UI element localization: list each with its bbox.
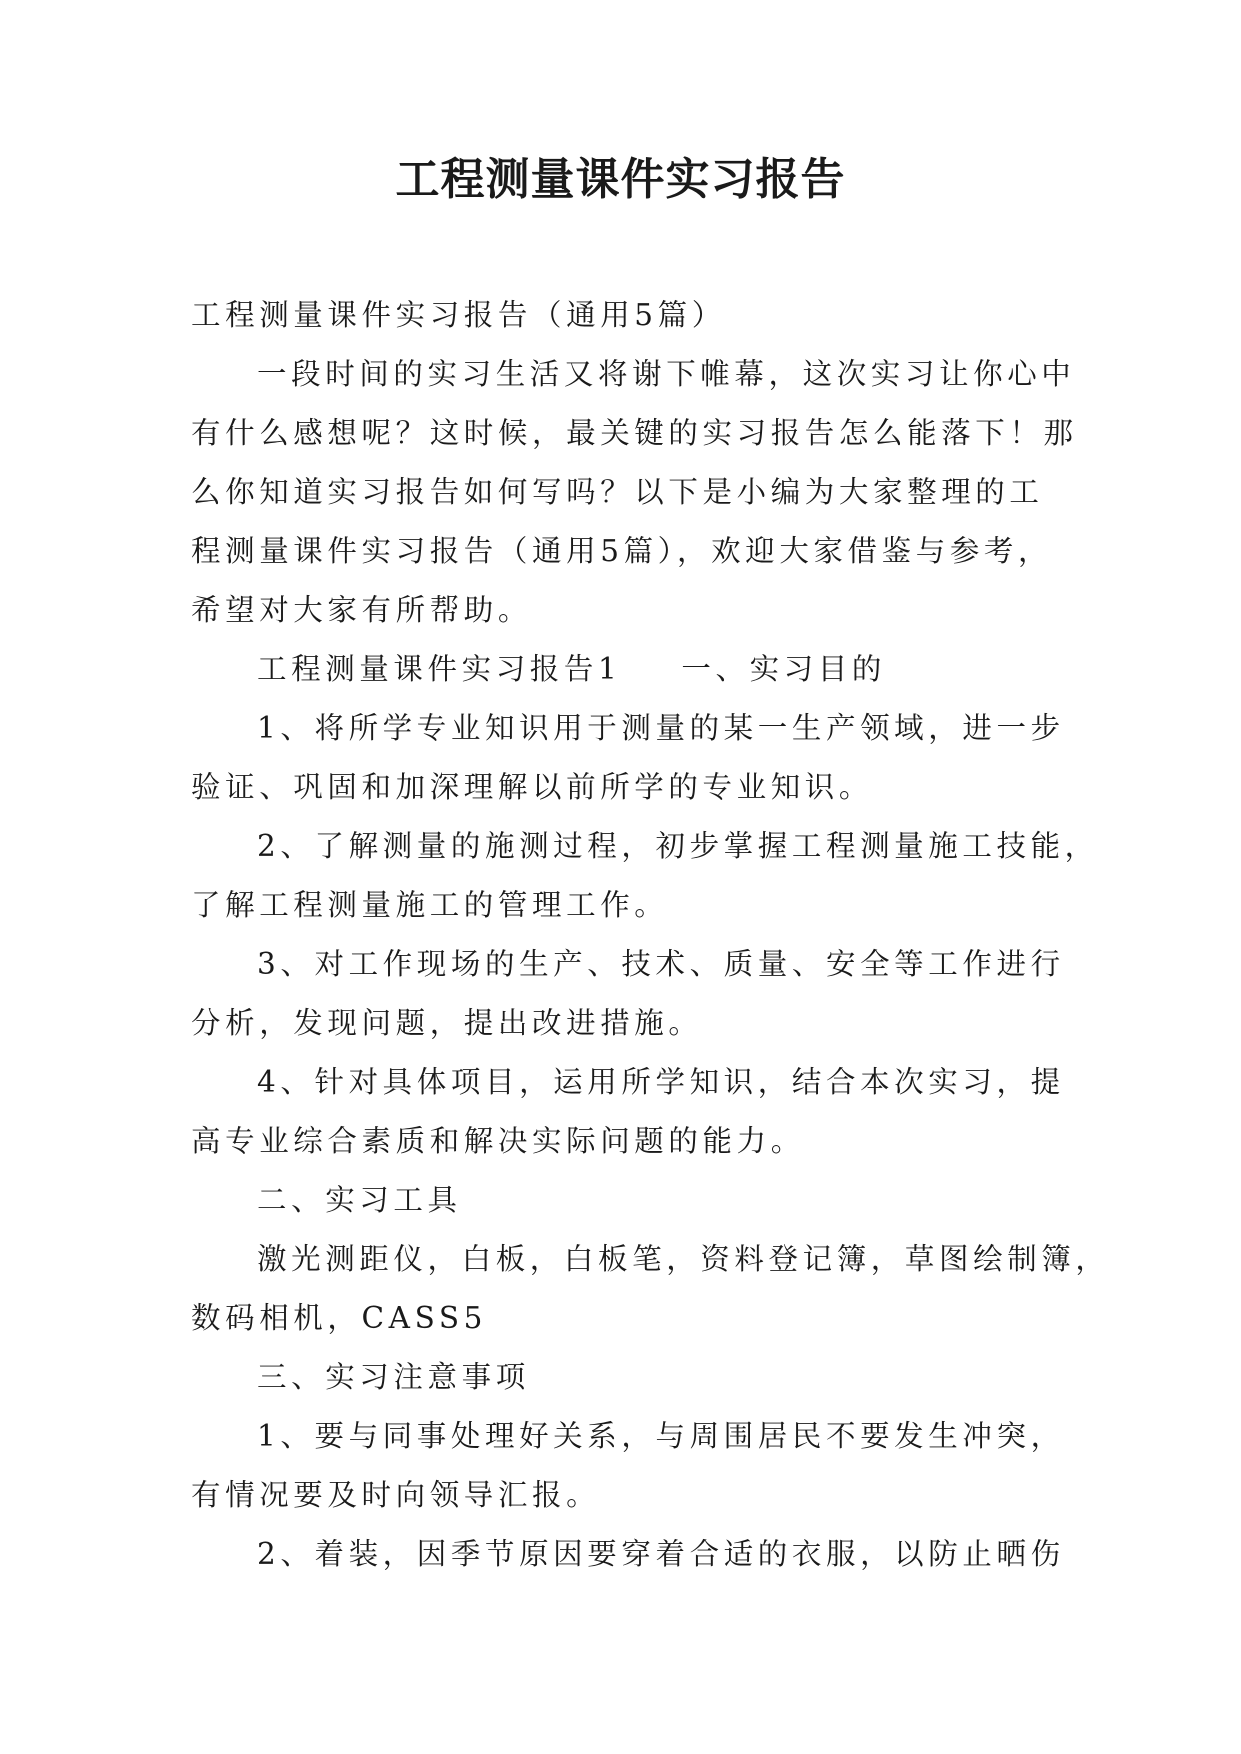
intro-line: 希望对大家有所帮助。 [191, 593, 533, 627]
section-heading-notes: 三、实习注意事项 [257, 1360, 530, 1394]
intro-line: 么你知道实习报告如何写吗？以下是小编为大家整理的工 [191, 475, 1044, 509]
notes-line: 2、着装，因季节原因要穿着合适的衣服，以防止晒伤 [257, 1537, 1065, 1571]
intro-line: 有什么感想呢？这时候，最关键的实习报告怎么能落下！那 [191, 416, 1078, 450]
purpose-item-4-cont: 高专业综合素质和解决实际问题的能力。 [191, 1124, 805, 1158]
notes-line: 1、要与同事处理好关系，与周围居民不要发生冲突， [257, 1419, 1065, 1453]
purpose-item-3: 3、对工作现场的生产、技术、质量、安全等工作进行 [257, 947, 1065, 981]
purpose-item-1-cont: 验证、巩固和加深理解以前所学的专业知识。 [191, 770, 874, 804]
purpose-item-2-cont: 了解工程测量施工的管理工作。 [191, 888, 669, 922]
purpose-item-2: 2、了解测量的施测过程，初步掌握工程测量施工技能， [257, 829, 1099, 863]
document-title: 工程测量课件实习报告 [395, 154, 846, 205]
report-heading-line [191, 640, 1053, 699]
notes-line: 有情况要及时向领导汇报。 [191, 1478, 601, 1512]
purpose-item-4: 4、针对具体项目，运用所学知识，结合本次实习，提 [257, 1065, 1065, 1099]
document-subtitle: 工程测量课件实习报告（通用5篇） [191, 298, 726, 332]
purpose-item-1: 1、将所学专业知识用于测量的某一生产领域，进一步 [257, 711, 1065, 745]
section-heading-tools: 二、实习工具 [257, 1183, 462, 1217]
intro-line: 一段时间的实习生活又将谢下帷幕，这次实习让你心中 [257, 357, 1076, 391]
intro-line: 程测量课件实习报告（通用5篇），欢迎大家借鉴与参考， [191, 534, 1053, 568]
document-body [191, 286, 1110, 1584]
tools-line: 数码相机，CASS5 [191, 1301, 488, 1335]
tools-line: 激光测距仪，白板，白板笔，资料登记簿，草图绘制簿， [257, 1242, 1110, 1276]
section-heading-purpose: 一、实习目的 [681, 652, 886, 686]
purpose-item-3-cont: 分析，发现问题，提出改进措施。 [191, 1006, 703, 1040]
report-heading: 工程测量课件实习报告1 [257, 652, 622, 686]
